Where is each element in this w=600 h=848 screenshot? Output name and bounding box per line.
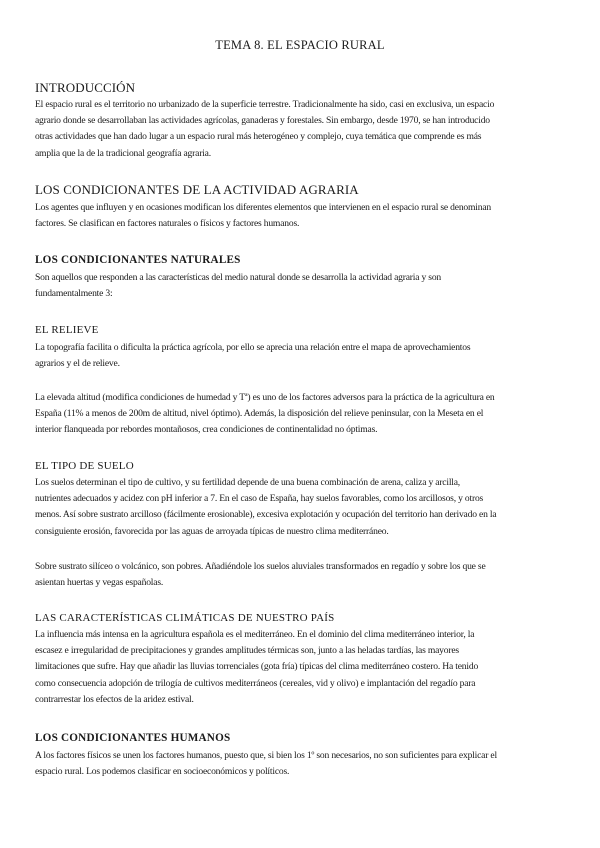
- text-line: contrarrestar los efectos de la aridez estival.: [35, 693, 194, 705]
- heading-introduccion: INTRODUCCIÓN: [35, 80, 136, 95]
- paragraph-relieve-1: [35, 340, 565, 372]
- text-line: limitaciones que sufre. Hay que añadir las lluvias torrenciales (gota fría) típicas del clima mediterráneo costero. Ha tenido: [35, 661, 479, 673]
- text-line: La influencia más intensa en la agricultura española es el mediterráneo. En el dominio del clima mediterráneo interior, la: [35, 629, 475, 640]
- text-line: Son aquellos que responden a las características del medio natural donde se desarrolla la actividad agraria y son: [35, 272, 442, 283]
- text-line: interior flanqueada por rebordes montañosos, crea condiciones de continentalidad no óptimas.: [35, 424, 378, 436]
- text-line: agrario donde se desarrollaban las actividades agrícolas, ganaderas y forestales. Sin embargo, desde 1970, se han introducido: [35, 115, 490, 127]
- paragraph-introduccion: [35, 97, 565, 162]
- text-line: Los suelos determinan el tipo de cultivo, y su fertilidad depende de una buena combinación de arena, caliza y arcilla,: [35, 477, 461, 488]
- paragraph-relieve-2: [35, 390, 565, 439]
- text-line: España (11% a menos de 200m de altitud, nivel óptimo). Además, la disposición del relieve peninsular, con la Meseta en el: [35, 408, 484, 420]
- paragraph-suelo-1: [35, 475, 565, 540]
- text-line: Sobre sustrato silíceo o volcánico, son pobres. Añadiéndole los suelos aluviales transformados en regadío y sobre los que se: [35, 561, 486, 572]
- paragraph-naturales: [35, 270, 565, 302]
- text-line: consiguiente erosión, favorecida por las aguas de arroyada típicas de nuestro clima mediterráneo.: [35, 525, 389, 537]
- text-line: nutrientes adecuados y acidez con pH inferior a 7. En el caso de España, hay suelos favorables, como los arcillosos, y otros: [35, 493, 484, 505]
- heading-humanos: LOS CONDICIONANTES HUMANOS: [35, 732, 231, 744]
- paragraph-suelo-2: [35, 559, 565, 591]
- page-title: TEMA 8. EL ESPACIO RURAL: [215, 38, 385, 52]
- text-line: agrarios y el de relieve.: [35, 358, 120, 370]
- text-line: Los agentes que influyen y en ocasiones modifican los diferentes elementos que intervienen en el espacio rural se denominan: [35, 202, 491, 213]
- text-line: A los factores físicos se unen los factores humanos, puesto que, si bien los 1º son necesarios, no son suficientes para explicar el: [35, 750, 497, 761]
- heading-suelo: EL TIPO DE SUELO: [35, 460, 134, 472]
- text-line: El espacio rural es el territorio no urbanizado de la superficie terrestre. Tradicionalmente ha sido, casi en exclusiva, un espacio: [35, 99, 495, 110]
- text-line: fundamentalmente 3:: [35, 288, 113, 300]
- text-line: escasez e irregularidad de precipitaciones y grandes amplitudes térmicas son, junto a las heladas tardías, las mayores: [35, 645, 459, 657]
- paragraph-humanos: [35, 748, 565, 780]
- paragraph-clima: [35, 627, 565, 708]
- text-line: asientan huertas y vegas españolas.: [35, 577, 164, 589]
- heading-relieve: EL RELIEVE: [35, 324, 99, 336]
- heading-condicionantes: LOS CONDICIONANTES DE LA ACTIVIDAD AGRARIA: [35, 182, 359, 197]
- text-line: La topografía facilita o dificulta la práctica agrícola, por ello se aprecia una relación entre el mapa de aprovechamientos: [35, 342, 471, 353]
- text-line: otras actividades que han dado lugar a un espacio rural más heterogéneo y complejo, cuya temática que comprende es más: [35, 131, 482, 143]
- paragraph-condicionantes: [35, 200, 565, 232]
- text-line: menos. Así sobre sustrato arcilloso (fácilmente erosionable), excesiva explotación y ocupación del territorio han derivado en la: [35, 509, 497, 521]
- text-line: La elevada altitud (modifica condiciones de humedad y Tª) es uno de los factores adversos para la práctica de la agricultura en: [35, 392, 495, 403]
- text-line: espacio rural. Los podemos clasificar en socioeconómicos y políticos.: [35, 766, 290, 778]
- heading-clima: LAS CARACTERÍSTICAS CLIMÁTICAS DE NUESTRO PAÍS: [35, 612, 335, 624]
- text-line: factores. Se clasifican en factores naturales o físicos y factores humanos.: [35, 218, 300, 230]
- text-line: como consecuencia adopción de trilogía de cultivos mediterráneos (cereales, vid y olivo) e implantación del regadío para: [35, 677, 476, 689]
- heading-naturales: LOS CONDICIONANTES NATURALES: [35, 254, 241, 266]
- text-line: amplia que la de la tradicional geografía agraria.: [35, 147, 211, 159]
